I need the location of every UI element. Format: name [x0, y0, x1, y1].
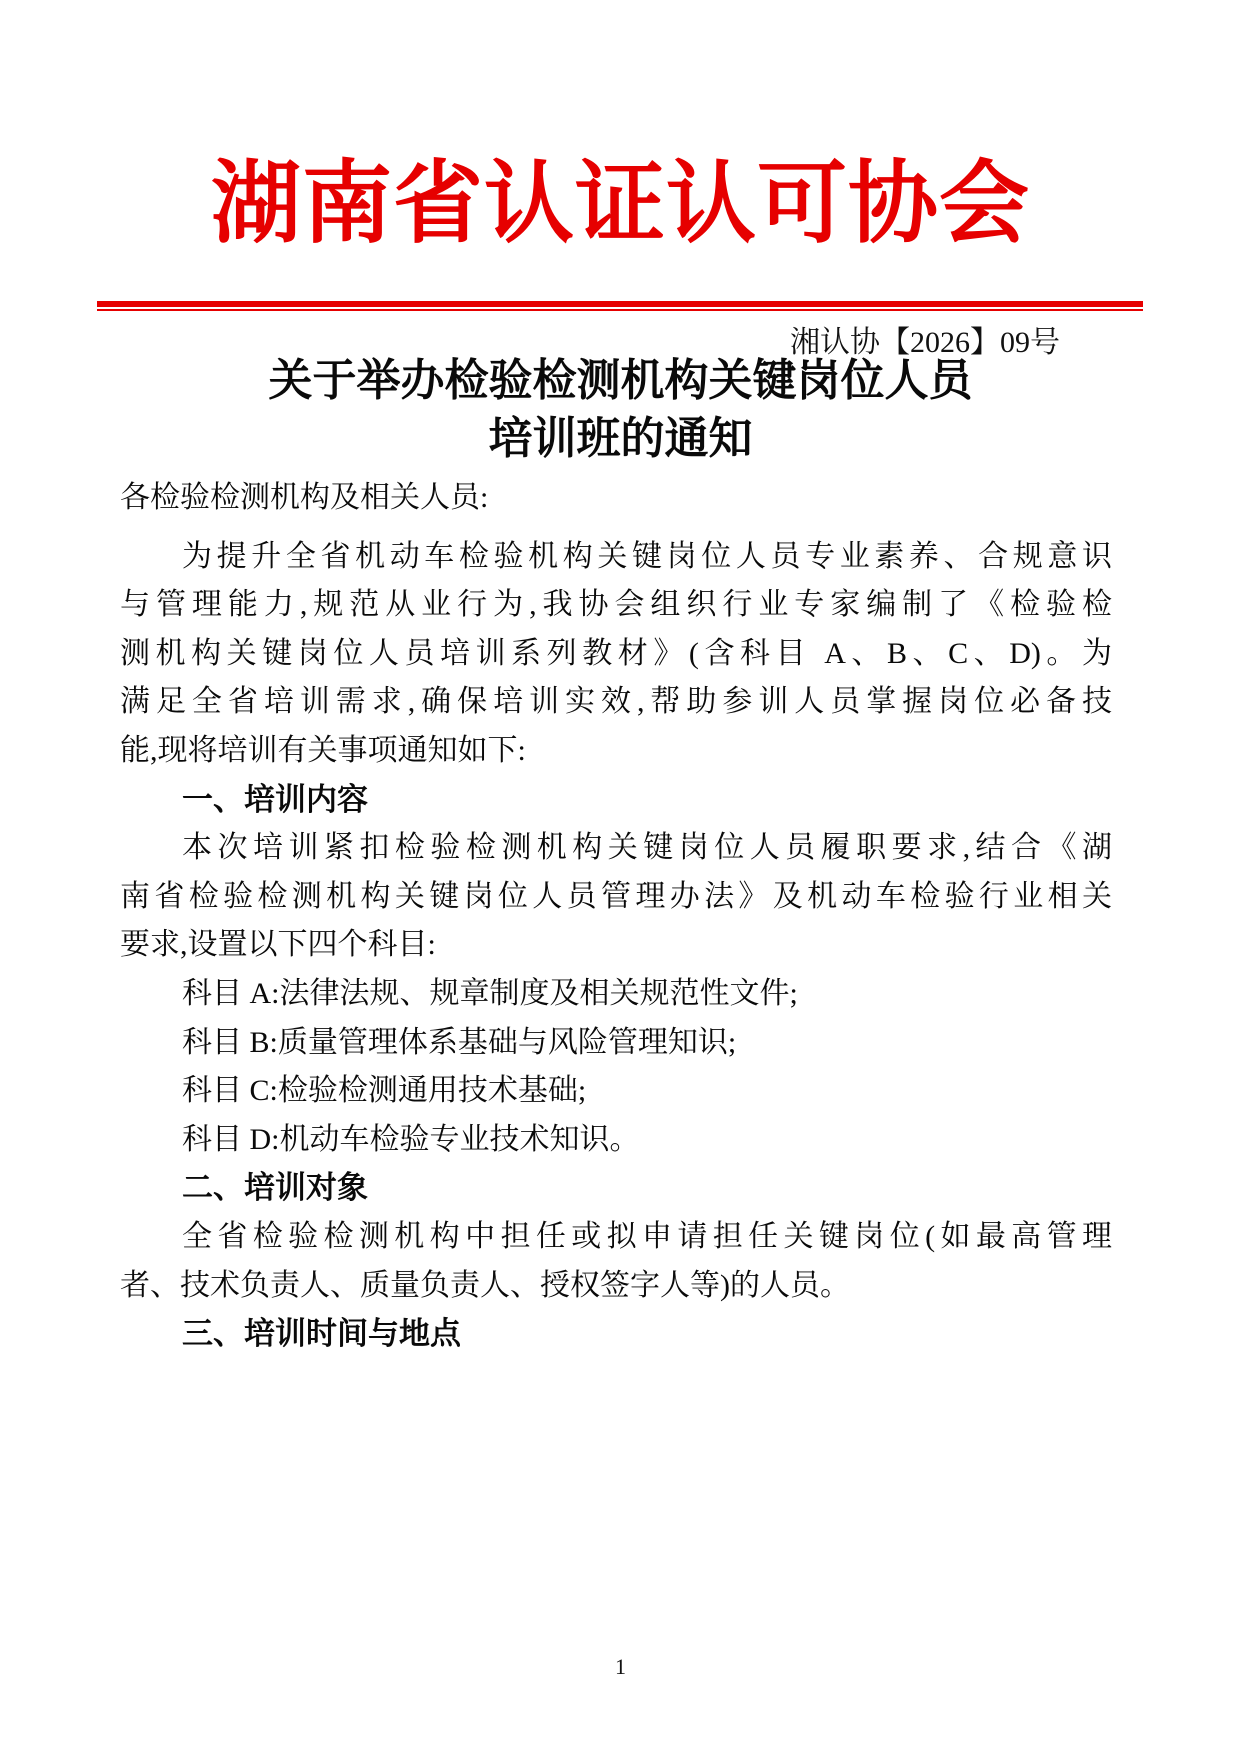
- document-title-line1: 关于举办检验检测机构关键岗位人员: [268, 356, 973, 405]
- body-line: 全省检验检测机构中担任或拟申请担任关键岗位(如最高管理: [182, 1219, 1112, 1253]
- letterhead-divider-thin-line: [97, 309, 1143, 311]
- document-title-line2: 培训班的通知: [488, 414, 753, 463]
- body-line: 者、技术负责人、质量负责人、授权签字人等)的人员。: [120, 1268, 850, 1302]
- body-line: 与管理能力,规范从业行为,我协会组织行业专家编制了《检验检: [120, 588, 1112, 622]
- body-line: 测机构关键岗位人员培训系列教材》(含科目 A、B、C、D)。为: [120, 636, 1112, 670]
- document-number: 湘认协【2026】09号: [790, 326, 1060, 359]
- body-line: 本次培训紧扣检验检测机构关键岗位人员履职要求,结合《湖: [182, 831, 1112, 865]
- body-line: 科目 B:质量管理体系基础与风险管理知识;: [182, 1025, 737, 1059]
- letterhead-divider: [97, 301, 1143, 311]
- body-line: 科目 A:法律法规、规章制度及相关规范性文件;: [182, 976, 798, 1010]
- section-heading: 三、培训时间与地点: [182, 1316, 461, 1352]
- letterhead-divider-thick-line: [97, 301, 1143, 307]
- document-body: [120, 474, 1112, 1359]
- section-heading: 一、培训内容: [182, 781, 368, 817]
- body-line: 科目 D:机动车检验专业技术知识。: [182, 1122, 640, 1156]
- section-heading: 二、培训对象: [182, 1170, 368, 1206]
- body-line: 科目 C:检验检测通用技术基础;: [182, 1074, 587, 1108]
- body-line: 能,现将培训有关事项通知如下:: [120, 733, 526, 767]
- body-line: 南省检验检测机构关键岗位人员管理办法》及机动车检验行业相关: [120, 879, 1112, 913]
- body-line: 为提升全省机动车检验机构关键岗位人员专业素养、合规意识: [182, 539, 1112, 573]
- body-line: 各检验检测机构及相关人员:: [120, 481, 489, 514]
- page-number: 1: [615, 1654, 626, 1679]
- letterhead-org-name: 湖南省认证认可协会: [211, 155, 1030, 254]
- body-line: 要求,设置以下四个科目:: [120, 928, 436, 962]
- document-title: [0, 352, 1241, 468]
- body-line: 满足全省培训需求,确保培训实效,帮助参训人员掌握岗位必备技: [120, 685, 1112, 719]
